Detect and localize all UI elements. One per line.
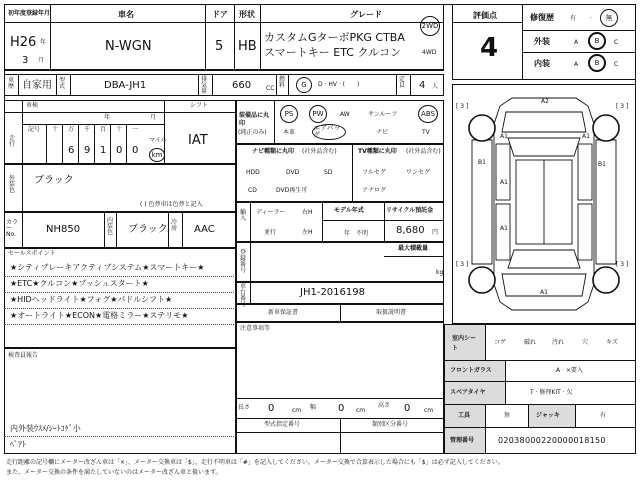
sales-line-2: ★ETC★クルコン★プッシュスタート★ <box>10 279 149 288</box>
sales-line-1: ★シティブレーキアクティブシステム★スマートキー★ <box>10 263 205 272</box>
drive-2wd-circle <box>420 16 440 36</box>
windshield: A · ×要入 <box>556 367 583 374</box>
mileage-digit-divider <box>46 124 47 164</box>
ext-color: ブラック <box>34 175 74 186</box>
length-cm: cm <box>292 407 302 414</box>
ext-color-label: 外装色 <box>9 175 16 194</box>
reg-year-unit: 年 <box>40 39 47 46</box>
interior-yogore: 汚れ <box>552 339 565 346</box>
diag-bracket-br: [ 3 ] <box>616 261 629 268</box>
mileage-digit-header: 万 <box>68 126 75 133</box>
inspector-box <box>4 348 236 454</box>
interior-koge: コゲ <box>494 339 507 346</box>
car-diagram <box>452 84 636 324</box>
repair-no-circle <box>600 9 618 27</box>
usage-label: 車歴 <box>8 77 15 90</box>
ext-label: 外装 <box>534 37 550 46</box>
doors: 5 <box>215 39 224 54</box>
displacement-label: 排気量 <box>201 76 208 95</box>
jack-label: ジャッキ <box>536 412 560 419</box>
abs-circle <box>418 105 438 123</box>
interior-yabure: 破れ <box>524 339 537 346</box>
diag-label-a1-bottom: A1 <box>540 289 548 296</box>
diag-label-a1-right: A1 <box>582 133 590 140</box>
int-color-label: 内装色 <box>107 217 114 236</box>
fuel-label: 燃料 <box>279 76 286 89</box>
max-load-label: 最大積載量 <box>398 245 429 252</box>
mileage-digit-divider <box>78 124 79 164</box>
mileage-digit-divider <box>62 124 63 164</box>
length-label: 長さ <box>238 404 251 411</box>
airbag-circle <box>312 124 346 140</box>
tools-label: 工具 <box>458 412 471 419</box>
pw-circle <box>309 105 327 123</box>
usage: 自家用 <box>22 80 52 91</box>
notes-label: 注意事項等 <box>240 325 271 332</box>
interior-kizu: キズ <box>606 339 618 346</box>
footer-line-1: 走行距離の記号欄にメーター改ざん車は「×」、メーター交換車は「$」、走行不明車は「#」を記入してください。メーター交換で合算表示した場合にも「$」は必ず記入してください。 <box>6 459 504 466</box>
tools: 無 <box>504 412 511 419</box>
repair-label: 修復歴 <box>530 13 554 22</box>
equip-title: 装備品に丸印 <box>239 112 270 127</box>
mileage-digit-header: 十 <box>116 126 123 133</box>
tv-title: TV種類に丸印 <box>358 148 397 155</box>
fuel-g-circle <box>296 77 312 93</box>
model: DBA-JH1 <box>104 80 147 91</box>
capacity-unit: 人 <box>432 83 439 90</box>
equip-tv: TV <box>422 129 430 136</box>
repair-yes: 有 <box>570 15 577 22</box>
manual: 取扱説明書 <box>376 309 407 316</box>
ac: AAC <box>194 224 215 235</box>
interior-ana: 穴 <box>582 339 589 346</box>
drive-4wd: 4WD <box>422 49 437 56</box>
record-label: 記号 <box>28 126 41 133</box>
displacement: 660 <box>232 80 252 91</box>
grade-text: カスタムGターボPKG CTBA スマートキー ETC クルコン <box>264 31 405 59</box>
inspector-label: 検査員報告 <box>8 352 39 359</box>
car-name: N-WGN <box>105 39 152 54</box>
tv-analog: アナログ <box>362 187 387 194</box>
model-label: 型式 <box>59 77 66 90</box>
inspector-line-2: ﾍﾟｱﾄ <box>10 440 26 449</box>
equip-abs: ABS <box>421 109 435 118</box>
height-cm: cm <box>424 407 434 414</box>
shift-label: シフト <box>190 102 209 109</box>
windshield-label: フロントガラス <box>450 367 492 374</box>
equip-ps: PS <box>284 109 294 118</box>
recycle-yen: 円 <box>432 229 439 236</box>
capacity: 4 <box>419 80 426 91</box>
int-grade-c: C <box>614 61 619 68</box>
inspector-line-1: 内外装ｳｽﾒ/ｼｰﾄｺｹﾞ小 <box>10 424 81 433</box>
recycle-amount: 8,680 <box>396 225 425 236</box>
drive-2wd: 2WD <box>421 21 439 30</box>
diag-label-a2: A2 <box>541 98 549 105</box>
diag-label-a1-mid: A1 <box>500 179 508 186</box>
vin-label: 車台番号 <box>240 283 247 308</box>
int-grade-b: B <box>594 58 600 67</box>
max-load-kg: kg <box>436 269 444 276</box>
model-year: 年 不明 <box>344 230 369 237</box>
navi-note: (社外品含む) <box>302 148 337 155</box>
recycle-label: リサイクル預託金 <box>386 207 434 214</box>
sales-label: セールスポイント <box>8 250 56 257</box>
model-year-label: モデル年式 <box>334 207 364 214</box>
reg-era: H26 <box>10 35 37 50</box>
shape: HB <box>238 39 257 54</box>
equip-aw: AW <box>340 111 350 118</box>
navi-title: ナビ種類に丸印 <box>252 148 295 155</box>
int-color: ブラック <box>128 224 168 235</box>
width-value: 0 <box>338 403 345 414</box>
diag-label-b1-right: B1 <box>598 161 606 168</box>
interior-label: 室内シート <box>452 335 477 352</box>
navi-hdd: HDD <box>246 169 260 176</box>
import-left-hand: 左H <box>302 229 313 236</box>
int-grade-b-circle <box>588 54 606 72</box>
equip-airbag: エアバッグ <box>313 124 341 139</box>
mileage-digit-header: 百 <box>100 126 107 133</box>
first-reg-label: 初年度登録年月 <box>8 10 51 17</box>
repair-no: 無 <box>605 13 613 22</box>
diag-bracket-tr: [ 3 ] <box>616 103 629 110</box>
import-right-hand: 右H <box>302 209 313 216</box>
mgmt-label: 管理番号 <box>450 437 475 444</box>
equip-subtitle: (純正のみ) <box>238 129 267 136</box>
capacity-label: 定員 <box>399 76 406 89</box>
tv-note: (社外品含む) <box>406 148 441 155</box>
jack: 有 <box>600 412 607 419</box>
navi-dvd-play: DVD再生可 <box>276 187 308 194</box>
equip-sunroof: サンルーフ <box>368 111 398 118</box>
shift: IAT <box>188 133 208 148</box>
equip-leather: 本革 <box>283 129 296 136</box>
mileage-digit: 9 <box>84 145 91 156</box>
import-dealer: ディーラー <box>256 209 286 216</box>
tv-oneseg: ワンセグ <box>406 169 431 176</box>
color-code: NH850 <box>46 224 81 235</box>
mile-label: マイル <box>149 137 167 144</box>
equip-navi: ナビ <box>376 129 389 136</box>
spare: T · 修理KIT · 欠 <box>530 389 573 396</box>
tv-fullseg: フルセグ <box>362 169 386 176</box>
cc: CC <box>266 85 275 92</box>
type-spec-label: 型式指定番号 <box>264 421 301 428</box>
color-code-label: カラーNo. <box>6 219 19 238</box>
height-label: 高さ <box>378 402 391 409</box>
navi-sd: SD <box>324 169 333 176</box>
int-grade-a: A <box>574 61 579 68</box>
score: 4 <box>480 33 499 63</box>
sales-line-3: ★HIDヘッドライト★フォグ★パドルシフト★ <box>10 295 173 304</box>
grade-label: グレード <box>350 10 382 19</box>
ps-circle <box>280 105 298 123</box>
reg-month-unit: 月 <box>38 57 45 64</box>
int-label: 内装 <box>534 59 550 68</box>
new-warranty: 新車保証書 <box>268 309 299 316</box>
inspect-label: 車検 <box>26 102 39 109</box>
navi-cd: CD <box>248 187 257 194</box>
diag-bracket-bl: [ 3 ] <box>456 261 469 268</box>
ext-grade-b-circle <box>588 32 606 50</box>
ext-grade-b: B <box>594 36 600 45</box>
spare-label: スペアタイヤ <box>450 389 486 396</box>
reg-month: 3 <box>22 55 29 66</box>
reg-no-label: 登録番号 <box>240 249 247 274</box>
type-label: 形状 <box>239 10 255 19</box>
mileage-digit-header: 千 <box>84 126 91 133</box>
equip-pw: PW <box>312 109 324 118</box>
ac-label: 冷房 <box>171 219 178 232</box>
diag-label-a1-low: A1 <box>500 225 508 232</box>
length-value: 0 <box>268 403 275 414</box>
ext-grade-a: A <box>574 39 579 46</box>
footer-line-2: また、メーター交換の条件を満たしていないのはメーター改ざん車と扱います。 <box>6 469 222 476</box>
width-cm: cm <box>356 407 366 414</box>
fuel-g: G <box>301 80 307 89</box>
navi-dvd: DVD <box>286 169 300 176</box>
mileage-digit: 1 <box>100 145 107 156</box>
inspect-year-unit: 年 <box>104 114 111 121</box>
diag-label-a1-top: A1 <box>500 133 508 140</box>
mileage-digit-header: 十 <box>52 126 59 133</box>
import-parallel: 並行 <box>264 229 277 236</box>
fuel-rest: D · HV · ( ) <box>318 81 360 88</box>
mileage-digit-header: 一 <box>132 126 139 133</box>
mileage-digit: 6 <box>68 145 75 156</box>
ext-grade-c: C <box>614 39 619 46</box>
diag-label-b1-left: B1 <box>478 159 486 166</box>
mileage-digit-divider <box>126 124 127 164</box>
inspect-month-unit: 月 <box>150 114 157 121</box>
sales-line-4: ★オートライト★ECON★電格ミラー★ステリモ★ <box>10 311 189 320</box>
vin: JH1-2016198 <box>300 287 365 298</box>
color-note: ( ) 色替車は色替と記入 <box>140 201 203 208</box>
door-label: ドア <box>212 10 228 19</box>
import-label: 輸入 <box>240 209 247 222</box>
diag-bracket-tl: [ 3 ] <box>456 103 469 110</box>
height-value: 0 <box>404 403 411 414</box>
mileage-digit: 0 <box>132 145 139 156</box>
score-label: 評価点 <box>473 11 497 20</box>
width-label: 幅 <box>310 404 317 411</box>
category-label: 類別区分番号 <box>372 421 409 428</box>
travel-label: 走行 <box>9 135 16 148</box>
mgmt-number: 020380002200000181​50 <box>498 436 606 445</box>
mileage-digit: 0 <box>116 145 123 156</box>
mileage-digit-divider <box>94 124 95 164</box>
mileage-digit-divider <box>110 124 111 164</box>
km-label: km <box>151 150 163 159</box>
car-name-label: 車名 <box>118 10 134 19</box>
km-circle <box>149 148 165 162</box>
repair-dot: · <box>590 15 592 22</box>
